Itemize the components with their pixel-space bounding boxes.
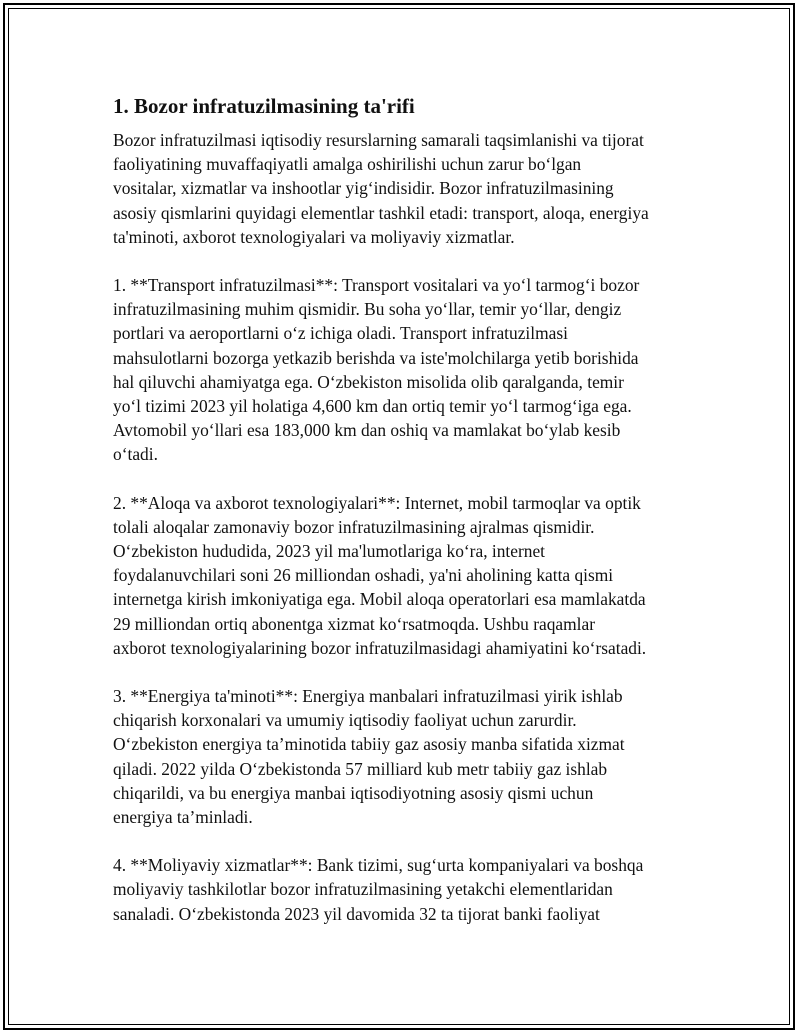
transport-paragraph: 1. **Transport infratuzilmasi**: Transport vositalari va yo‘l tarmog‘i bozor infratuzilmasining muhim qismidir. Bu soha yo‘llar, temir yo‘llar, dengiz portlari va aeroportlarni o‘z ichiga oladi. Transport infratuzilmasi mahsulotlarni bozorga yetkazib berishda va iste'molchilarga yetib borishida hal qiluvchi ahamiyatga ega. O‘zbekiston misolida olib qaralganda, temir yo‘l tizimi 2023 yil holatiga 4,600 km dan ortiq temir yo‘l tarmog‘iga ega. Avtomobil yo‘llari esa 183,000 km dan oshiq va mamlakat bo‘ylab kesib o‘tadi. [113,275,640,465]
document-body [113,93,693,950]
intro-paragraph: Bozor infratuzilmasi iqtisodiy resurslarning samarali taqsimlanishi va tijorat faoliyatining muvaffaqiyatli amalga oshirilishi uchun zarur bo‘lgan vositalar, xizmatlar va inshootlar yig‘indisidir. Bozor infratuzilmasining asosiy qismlarini quyidagi elementlar tashkil etadi: transport, aloqa, energiya ta'minoti, axborot texnologiyalari va moliyaviy xizmatlar. [113,130,649,247]
section-heading: 1. Bozor infratuzilmasining ta'rifi [113,94,415,118]
energy-paragraph: 3. **Energiya ta'minoti**: Energiya manbalari infratuzilmasi yirik ishlab chiqarish korxonalari va umumiy iqtisodiy faoliyat uchun zarurdir. O‘zbekiston energiya ta’minotida tabiiy gaz asosiy manba sifatida xizmat qiladi. 2022 yilda O‘zbekistonda 57 milliard kub metr tabiiy gaz ishlab chiqarildi, va bu energiya manbai iqtisodiyotning asosiy qismi uchun energiya ta’minladi. [113,686,625,828]
finance-paragraph: 4. **Moliyaviy xizmatlar**: Bank tizimi, sug‘urta kompaniyalari va boshqa moliyaviy tashkilotlar bozor infratuzilmasining yetakchi elementlaridan sanaladi. O‘zbekistonda 2023 yil davomida 32 ta tijorat banki faoliyat [113,855,644,924]
communication-paragraph: 2. **Aloqa va axborot texnologiyalari**: Internet, mobil tarmoqlar va optik tolali aloqalar zamonaviy bozor infratuzilmasining ajralmas qismidir. O‘zbekiston hududida, 2023 yil ma'lumotlariga ko‘ra, internet foydalanuvchilari soni 26 milliondan oshadi, ya'ni aholining katta qismi internetga kirish imkoniyatiga ega. Mobil aloqa operatorlari esa mamlakatda 29 milliondan ortiq abonentga xizmat ko‘rsatmoqda. Ushbu raqamlar axborot texnologiyalarining bozor infratuzilmasidagi ahamiyatini ko‘rsatadi. [113,492,647,658]
